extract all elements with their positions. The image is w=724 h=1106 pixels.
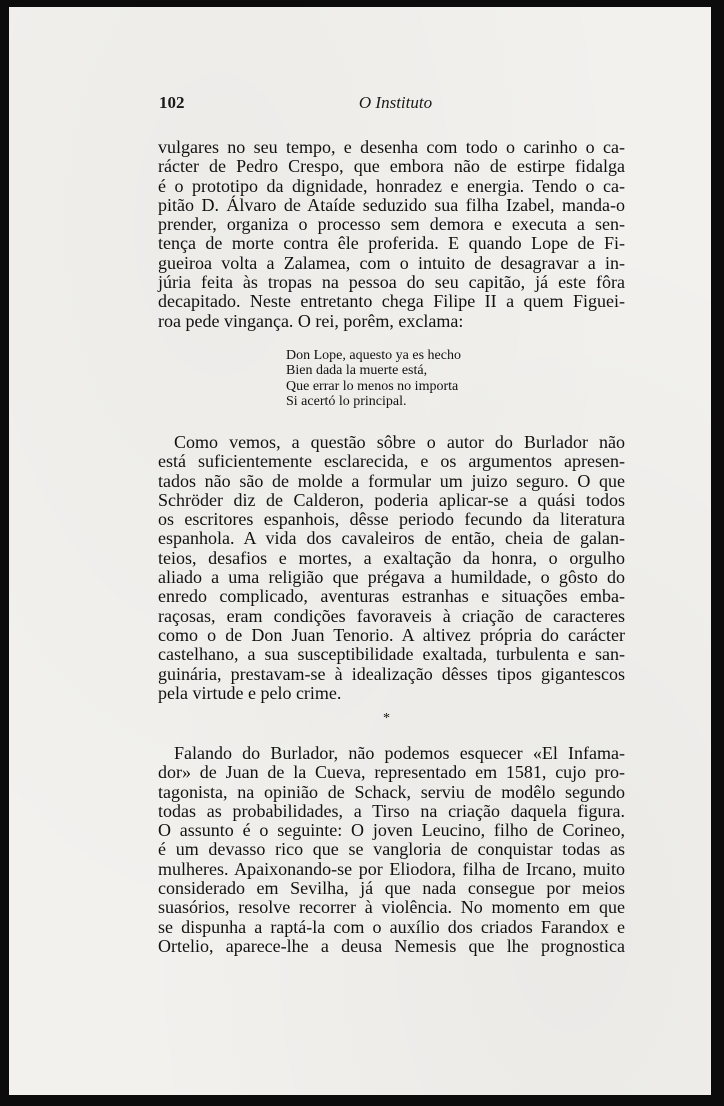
text-line: é um devasso rico que se vangloria de conquistar todas as	[158, 839, 625, 860]
text-line: pitão D. Álvaro de Ataíde seduzido sua filha Izabel, manda-o	[158, 194, 625, 215]
text-line: Falando do Burlador, não podemos esquecer «El Infama-	[174, 743, 625, 763]
verse-line: Don Lope, aquesto ya es hecho	[286, 348, 461, 363]
text-line: guinária, prestavam-se à idealização dêsses tipos gigantescos	[158, 663, 625, 684]
text-line: raçosas, eram condições favoraveis à criação de caracteres	[158, 605, 625, 626]
paragraph-3	[158, 744, 625, 956]
text-line: espanhola. A vida dos cavaleiros de então, cheia de galan-	[158, 528, 625, 549]
text-line: rácter de Pedro Crespo, que embora não de estirpe fidalga	[158, 156, 625, 177]
paragraph-1	[158, 138, 625, 331]
verse-line: Bien dada la muerte está,	[286, 363, 428, 379]
text-line: pela virtude e pelo crime.	[158, 682, 342, 703]
text-line: enredo complicado, aventuras estranhas e situações emba-	[158, 586, 625, 607]
text-line: Como vemos, a questão sôbre o autor do Burlador não	[174, 432, 625, 452]
text-line: gueiroa volta a Zalamea, com o intuito de desagravar a in-	[158, 252, 625, 273]
section-separator: *	[383, 711, 390, 726]
text-line: considerado em Sevilha, já que nada consegue por meios	[158, 878, 625, 899]
verse-line: Si acertó lo principal.	[286, 394, 407, 410]
book-page	[9, 7, 711, 1095]
text-line: decapitado. Neste entretanto chega Filipe II a quem Figuei-	[158, 291, 625, 312]
text-line: tagonista, na opinião de Schack, serviu de modêlo segundo	[158, 781, 625, 802]
text-line: se dispunha a raptá-la com o auxílio dos criados Farandox e	[158, 916, 625, 937]
text-line: Ortelio, aparece-lhe a deusa Nemesis que lhe prognostica	[158, 935, 625, 956]
paragraph-2	[158, 433, 625, 703]
text-line: teios, desafios e mortes, a exaltação da honra, o orgulho	[158, 547, 625, 568]
page-number: 102	[159, 93, 185, 112]
text-line: suasórios, resolve recorrer à violência. No momento em que	[158, 897, 625, 918]
text-line: como o de Don Juan Tenorio. A altivez própria do carácter	[158, 624, 625, 645]
text-line: Schröder diz de Calderon, poderia aplicar-se a quási todos	[158, 489, 625, 510]
text-line: vulgares no seu tempo, e desenha com todo o carinho o ca-	[158, 137, 625, 157]
text-line: dor» de Juan de la Cueva, representado em 1581, cujo pro-	[158, 762, 625, 783]
verse-quote	[286, 348, 461, 410]
text-line: mulheres. Apaixonando-se por Eliodora, filha de Ircano, muito	[158, 858, 625, 879]
running-title: O Instituto	[358, 93, 433, 112]
text-line: castelhano, a sua susceptibilidade exaltada, turbulenta e san-	[158, 644, 625, 665]
text-line: aliado a uma religião que prégava a humildade, o gôsto do	[158, 567, 625, 588]
text-line: roa pede vingança. O rei, porêm, exclama:	[158, 310, 464, 331]
text-line: júria feita às tropas na pessoa do seu capitão, já este fôra	[158, 272, 625, 293]
text-line: todas as probabilidades, a Tirso na criação daquela figura.	[158, 800, 625, 821]
text-line: os escritores espanhois, dêsse periodo fecundo da literatura	[158, 509, 625, 530]
text-line: tença de morte contra êle proferida. E quando Lope de Fi-	[158, 233, 625, 254]
text-line: prender, organiza o processo sem demora e executa a sen-	[158, 214, 625, 235]
text-line: tados não são de molde a formular um juizo seguro. O que	[158, 470, 625, 491]
text-line: é o prototipo da dignidade, honradez e energia. Tendo o ca-	[158, 175, 625, 196]
page-header	[159, 93, 632, 115]
verse-line: Que errar lo menos no importa	[286, 378, 459, 394]
text-line: está suficientemente esclarecida, e os argumentos apresen-	[158, 451, 625, 472]
text-line: O assunto é o seguinte: O joven Leucino, filho de Corineo,	[158, 820, 625, 841]
